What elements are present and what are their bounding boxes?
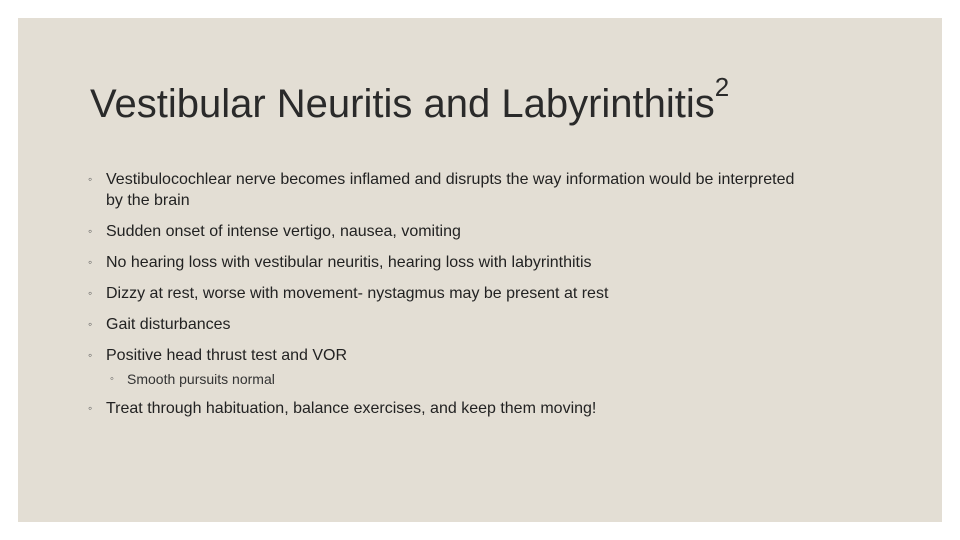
sub-bullet-icon: ◦ — [110, 373, 114, 385]
bullet-item — [88, 283, 808, 304]
bullet-item — [88, 221, 808, 242]
slide-title — [90, 72, 730, 128]
bullet-text: Gait disturbances — [106, 316, 231, 333]
bullet-item — [88, 314, 808, 335]
bullet-icon: ◦ — [88, 348, 93, 362]
bullet-item — [88, 252, 808, 273]
bullet-item — [88, 398, 808, 419]
bullet-icon: ◦ — [88, 401, 93, 415]
bullet-text: Vestibulocochlear nerve becomes inflamed and disrupts the way information would be interpreted by the brain — [106, 171, 795, 209]
bullet-item — [88, 345, 808, 388]
sub-bullet-item — [110, 370, 808, 388]
sub-bullet-text: Smooth pursuits normal — [127, 371, 275, 387]
title-superscript: 2 — [714, 72, 730, 102]
bullet-icon: ◦ — [88, 317, 93, 331]
bullet-icon: ◦ — [88, 224, 93, 238]
bullet-text: Sudden onset of intense vertigo, nausea, vomiting — [106, 223, 461, 240]
sub-bullet-list — [110, 370, 808, 388]
bullet-icon: ◦ — [88, 172, 93, 186]
bullet-item — [88, 169, 808, 211]
slide — [18, 18, 942, 522]
slide-title-text: Vestibular Neuritis and Labyrinthitis — [90, 82, 715, 126]
bullet-text: Dizzy at rest, worse with movement- nystagmus may be present at rest — [106, 285, 609, 302]
bullet-list — [88, 169, 808, 429]
bullet-icon: ◦ — [88, 286, 93, 300]
bullet-icon: ◦ — [88, 255, 93, 269]
bullet-text: Treat through habituation, balance exercises, and keep them moving! — [106, 400, 597, 417]
bullet-text: No hearing loss with vestibular neuritis, hearing loss with labyrinthitis — [106, 254, 592, 271]
bullet-text: Positive head thrust test and VOR — [106, 347, 348, 364]
